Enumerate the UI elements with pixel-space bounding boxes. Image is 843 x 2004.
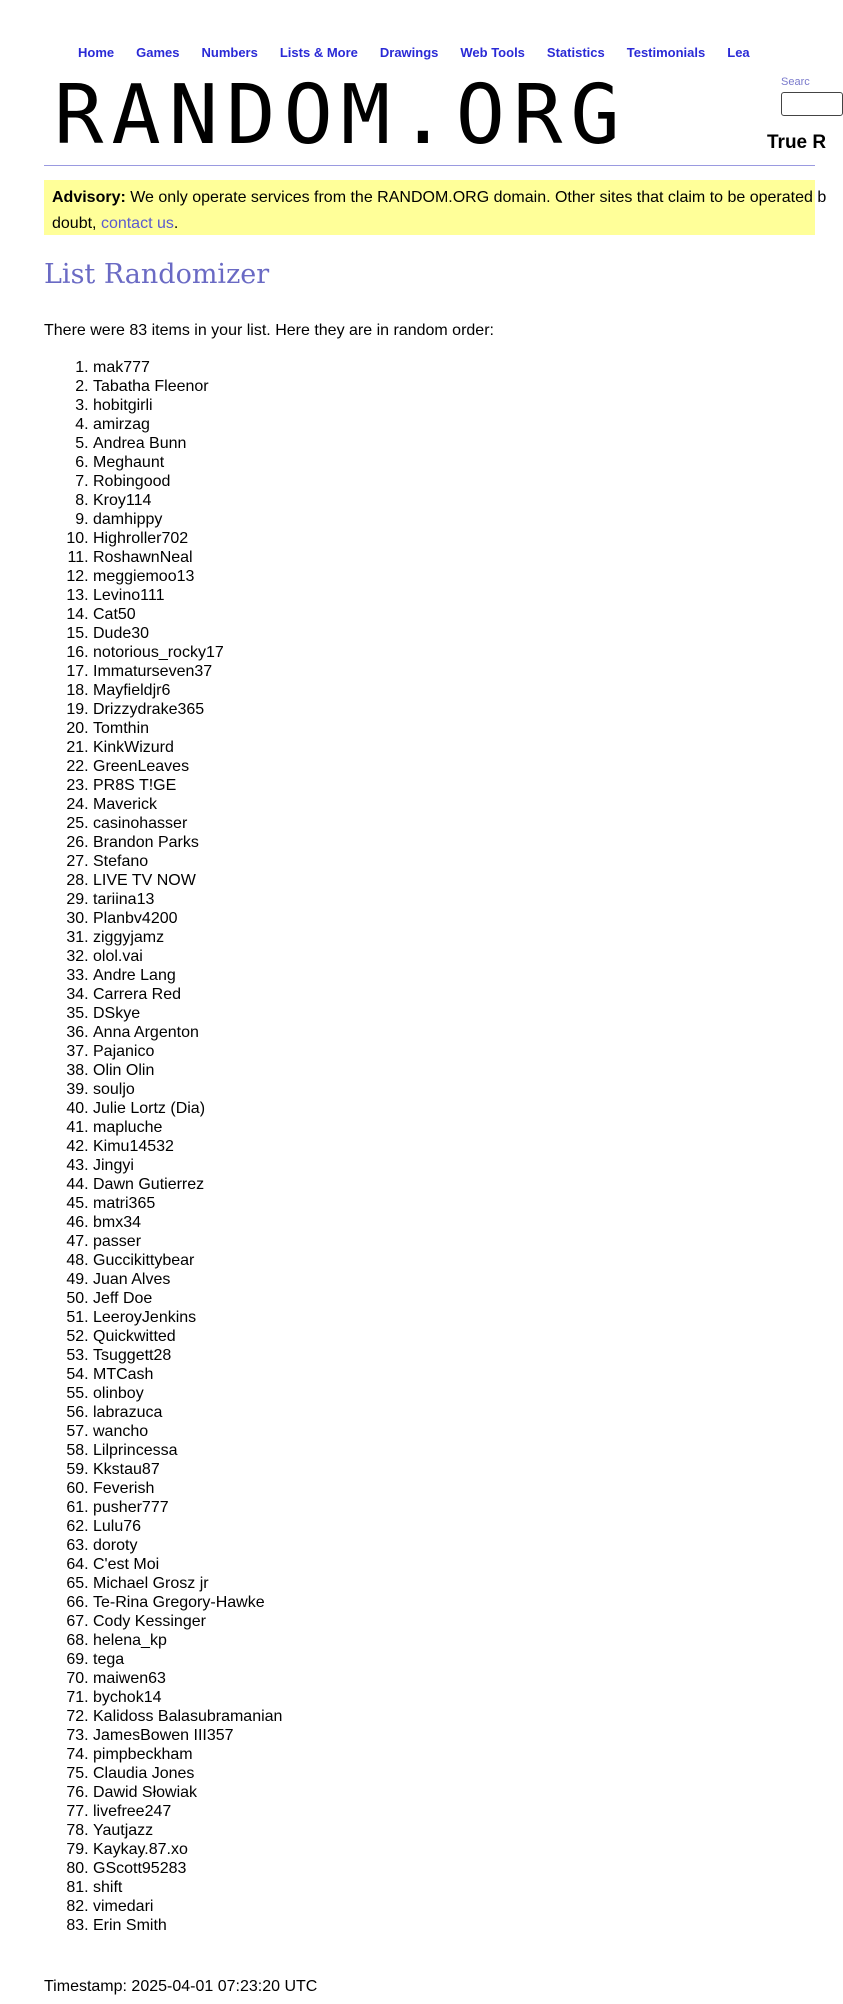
list-item: 38. Olin Olin [93,1061,282,1080]
advisory-label: Advisory: [52,189,126,206]
list-item: 77. livefree247 [93,1802,282,1821]
list-item: 10. Highroller702 [93,529,282,548]
list-item: 73. JamesBowen III357 [93,1726,282,1745]
advisory-text: We only operate services from the RANDOM.ORG domain. Other sites that claim to be operated b [125,189,827,206]
list-item: 80. GScott95283 [93,1859,282,1878]
list-item: 14. Cat50 [93,605,282,624]
list-item: 56. labrazuca [93,1403,282,1422]
list-item: 55. olinboy [93,1384,282,1403]
list-item: 7. Robingood [93,472,282,491]
list-item: 63. doroty [93,1536,282,1555]
list-item: 65. Michael Grosz jr [93,1574,282,1593]
nav-drawings-link[interactable]: Drawings [379,45,439,60]
list-item: 58. Lilprincessa [93,1441,282,1460]
list-item: 54. MTCash [93,1365,282,1384]
contact-us-link[interactable]: contact us [100,215,174,232]
list-item: 4. amirzag [93,415,282,434]
list-item: 52. Quickwitted [93,1327,282,1346]
list-item: 70. maiwen63 [93,1669,282,1688]
list-item: 42. Kimu14532 [93,1137,282,1156]
list-item: 49. Juan Alves [93,1270,282,1289]
list-item: 39. souljo [93,1080,282,1099]
list-item: 29. tariina13 [93,890,282,909]
list-item: 61. pusher777 [93,1498,282,1517]
list-item: 40. Julie Lortz (Dia) [93,1099,282,1118]
list-item: 69. tega [93,1650,282,1669]
nav-learn-more-link[interactable]: Lea [727,45,750,60]
list-item: 24. Maverick [93,795,282,814]
list-item: 27. Stefano [93,852,282,871]
intro-text: There were 83 items in your list. Here they are in random order: [44,322,494,339]
list-item: 20. Tomthin [93,719,282,738]
nav-statistics-link[interactable]: Statistics [546,45,605,60]
list-item: 81. shift [93,1878,282,1897]
list-item: 15. Dude30 [93,624,282,643]
list-item: 32. olol.vai [93,947,282,966]
page-title: List Randomizer [44,259,270,290]
advisory-text-2: doubt, [52,215,101,232]
nav-web-tools-link[interactable]: Web Tools [460,45,525,60]
list-item: 59. Kkstau87 [93,1460,282,1479]
list-item: 22. GreenLeaves [93,757,282,776]
nav-testimonials-link[interactable]: Testimonials [626,45,706,60]
nav-games-link[interactable]: Games [136,45,180,60]
list-item: 33. Andre Lang [93,966,282,985]
timestamp: Timestamp: 2025-04-01 07:23:20 UTC [44,1978,318,1995]
list-item: 2. Tabatha Fleenor [93,377,282,396]
list-item: 9. damhippy [93,510,282,529]
list-item: 23. PR8S T!GE [93,776,282,795]
list-item: 41. mapluche [93,1118,282,1137]
list-item: 60. Feverish [93,1479,282,1498]
header-divider [44,165,815,166]
list-item: 64. C'est Moi [93,1555,282,1574]
list-item: 30. Planbv4200 [93,909,282,928]
list-item: 17. Immaturseven37 [93,662,282,681]
list-item: 76. Dawid Słowiak [93,1783,282,1802]
list-item: 57. wancho [93,1422,282,1441]
list-item: 74. pimpbeckham [93,1745,282,1764]
list-item: 67. Cody Kessinger [93,1612,282,1631]
list-item: 8. Kroy114 [93,491,282,510]
list-item: 13. Levino111 [93,586,282,605]
header-tagline: True R [767,132,827,153]
list-item: 18. Mayfieldjr6 [93,681,282,700]
list-item: 72. Kalidoss Balasubramanian [93,1707,282,1726]
list-item: 12. meggiemoo13 [93,567,282,586]
list-item: 28. LIVE TV NOW [93,871,282,890]
list-item: 51. LeeroyJenkins [93,1308,282,1327]
search-label: Searc [781,76,810,88]
list-item: 83. Erin Smith [93,1916,282,1935]
list-item: 53. Tsuggett28 [93,1346,282,1365]
list-item: 66. Te-Rina Gregory-Hawke [93,1593,282,1612]
list-item: 43. Jingyi [93,1156,282,1175]
list-item: 50. Jeff Doe [93,1289,282,1308]
list-item: 36. Anna Argenton [93,1023,282,1042]
list-item: 68. helena_kp [93,1631,282,1650]
list-item: 34. Carrera Red [93,985,282,1004]
list-item: 35. DSkye [93,1004,282,1023]
list-item: 45. matri365 [93,1194,282,1213]
nav-home-link[interactable]: Home [78,45,115,60]
search-input[interactable] [781,92,843,116]
list-item: 26. Brandon Parks [93,833,282,852]
random-org-logo[interactable]: RANDOM.ORG [54,68,628,163]
list-item: 82. vimedari [93,1897,282,1916]
list-item: 79. Kaykay.87.xo [93,1840,282,1859]
list-item: 16. notorious_rocky17 [93,643,282,662]
list-item: 1. mak777 [93,358,282,377]
top-navigation [78,42,772,61]
list-item: 78. Yautjazz [93,1821,282,1840]
list-item: 19. Drizzydrake365 [93,700,282,719]
list-item: 6. Meghaunt [93,453,282,472]
nav-lists-more-link[interactable]: Lists & More [279,45,358,60]
advisory-banner [44,180,827,235]
list-item: 62. Lulu76 [93,1517,282,1536]
list-item: 75. Claudia Jones [93,1764,282,1783]
randomized-list [0,358,282,1935]
nav-numbers-link[interactable]: Numbers [201,45,258,60]
list-item: 21. KinkWizurd [93,738,282,757]
list-item: 46. bmx34 [93,1213,282,1232]
list-item: 44. Dawn Gutierrez [93,1175,282,1194]
list-item: 47. passer [93,1232,282,1251]
list-item: 48. Guccikittybear [93,1251,282,1270]
list-item: 37. Pajanico [93,1042,282,1061]
list-item: 31. ziggyjamz [93,928,282,947]
list-item: 3. hobitgirli [93,396,282,415]
advisory-end: . [173,215,179,232]
list-item: 25. casinohasser [93,814,282,833]
list-item: 11. RoshawnNeal [93,548,282,567]
list-item: 5. Andrea Bunn [93,434,282,453]
list-item: 71. bychok14 [93,1688,282,1707]
